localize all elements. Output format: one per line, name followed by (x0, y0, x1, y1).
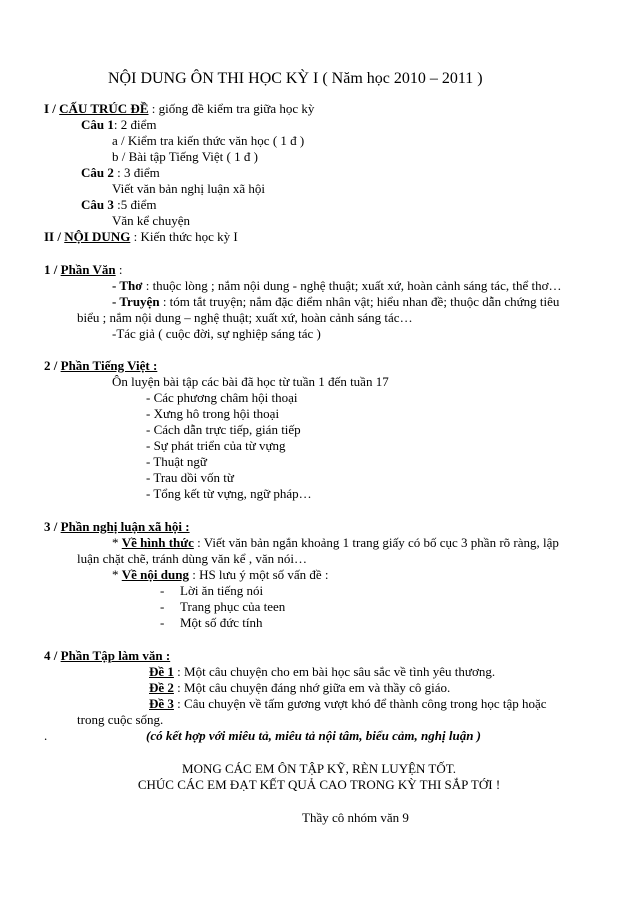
part-3-heading (44, 519, 190, 535)
part-4-topic-3-continued: trong cuộc sống. (77, 712, 164, 727)
section-structure-prefix: I / (44, 101, 56, 116)
part-3-item: - (160, 583, 165, 598)
part-1-poetry-text: : thuộc lòng ; nắm nội dung - nghệ thuật; xuất xứ, hoàn cảnh sáng tác, thể thơ… (142, 278, 562, 293)
part-1-story (112, 294, 559, 310)
question-1-points: : 2 điểm (113, 117, 157, 132)
part-1-story-text: : tóm tắt truyện; nắm đặc điểm nhân vật; hiểu nhan đề; thuộc dẫn chứng tiêu (159, 294, 560, 309)
part-2-intro: Ôn luyện bài tập các bài đã học từ tuần 1 đến tuần 17 (112, 374, 389, 389)
part-1-poetry-label: - Thơ (112, 278, 143, 293)
part-4-topic-2 (149, 680, 450, 696)
part-2-item: - Tổng kết từ vựng, ngữ pháp… (146, 486, 312, 501)
part-4-topic-2-text: : Một câu chuyện đáng nhớ giữa em và thầy cô giáo. (173, 680, 451, 695)
part-3-form-label: Về hình thức (121, 535, 194, 550)
part-1-author: -Tác giả ( cuộc đời, sự nghiệp sáng tác ) (112, 326, 321, 341)
signature: Thầy cô nhóm văn 9 (302, 810, 409, 825)
part-4-dot: . (44, 728, 48, 743)
part-4-topic-2-label: Đề 2 (149, 680, 174, 695)
part-3-content-text: : HS lưu ý một số vấn đề : (188, 567, 329, 582)
part-4-heading (44, 648, 170, 664)
question-3-label: Câu 3 (81, 197, 114, 212)
part-1-heading (44, 262, 123, 278)
section-content-text: : Kiến thức học kỳ I (130, 229, 238, 244)
part-2-heading (44, 358, 157, 374)
question-2 (81, 165, 160, 181)
section-structure-heading (44, 101, 314, 117)
part-3-form-bullet: * (112, 535, 119, 550)
part-3-item-text: Trang phục của teen (180, 599, 286, 614)
part-1-title-suffix: : (115, 262, 123, 277)
part-4-topic-1 (149, 664, 495, 680)
part-4-topic-3-text: : Câu chuyện về tấm gương vượt khó để thành công trong học tập hoặc (173, 696, 547, 711)
part-2-item: - Thuật ngữ (146, 454, 207, 469)
question-1 (81, 117, 156, 133)
part-3-item-text: Một số đức tính (180, 615, 263, 630)
part-3-content-bullet: * (112, 567, 119, 582)
part-3-title: Phần nghị luận xã hội : (60, 519, 190, 534)
part-3-item: - (160, 599, 165, 614)
part-2-item: - Xưng hô trong hội thoại (146, 406, 280, 421)
question-2-points: : 3 điểm (113, 165, 160, 180)
part-1-title: Phần Văn (60, 262, 116, 277)
part-3-item: - (160, 615, 165, 630)
part-4-note: (có kết hợp với miêu tả, miêu tả nội tâm, biểu cảm, nghị luận ) (146, 728, 481, 743)
part-4-number: 4 / (44, 648, 61, 663)
part-1-number: 1 / (44, 262, 61, 277)
page-title: NỘI DUNG ÔN THI HỌC KỲ I ( Năm học 2010 – 2011 ) (108, 70, 483, 87)
section-content-heading (44, 229, 238, 245)
part-2-number: 2 / (44, 358, 61, 373)
question-1-part-a: a / Kiểm tra kiến thức văn học ( 1 đ ) (112, 133, 305, 148)
part-1-story-label: - Truyện (112, 294, 160, 309)
section-structure-text: : giống đề kiểm tra giữa học kỳ (148, 101, 315, 116)
question-3-points: :5 điểm (113, 197, 157, 212)
part-2-item: - Cách dẫn trực tiếp, gián tiếp (146, 422, 301, 437)
closing-line-2: CHÚC CÁC EM ĐẠT KẾT QUẢ CAO TRONG KỲ THI SẮP TỚI ! (137, 777, 501, 792)
section-content-prefix: II / (44, 229, 61, 244)
part-3-content (112, 567, 329, 583)
question-2-description: Viết văn bản nghị luận xã hội (112, 181, 266, 196)
section-structure-label: CẤU TRÚC ĐỀ (59, 101, 149, 116)
part-2-item: - Sự phát triển của từ vựng (146, 438, 286, 453)
closing-line-1: MONG CÁC EM ÔN TẬP KỸ, RÈN LUYỆN TỐT. (182, 761, 456, 776)
part-2-item: - Các phương châm hội thoại (146, 390, 298, 405)
part-1-story-continued: biểu ; nắm nội dung – nghệ thuật; xuất xứ, hoàn cảnh sáng tác… (77, 310, 413, 325)
part-4-topic-1-label: Đề 1 (149, 664, 174, 679)
part-3-form (112, 535, 559, 551)
part-2-title: Phần Tiếng Việt : (60, 358, 158, 373)
section-content-label: NỘI DUNG (64, 229, 131, 244)
question-1-label: Câu 1 (81, 117, 114, 132)
question-3-description: Văn kể chuyện (112, 213, 190, 228)
part-4-topic-3 (149, 696, 547, 712)
part-2-item: - Trau dồi vốn từ (146, 470, 234, 485)
question-3 (81, 197, 156, 213)
part-4-topic-1-text: : Một câu chuyện cho em bài học sâu sắc về tình yêu thương. (173, 664, 496, 679)
part-4-topic-3-label: Đề 3 (149, 696, 174, 711)
part-1-poetry (112, 278, 561, 294)
part-3-content-label: Về nội dung (121, 567, 189, 582)
question-2-label: Câu 2 (81, 165, 114, 180)
part-3-item-text: Lời ăn tiếng nói (180, 583, 264, 598)
part-4-title: Phần Tập làm văn : (60, 648, 171, 663)
part-3-number: 3 / (44, 519, 61, 534)
question-1-part-b: b / Bài tập Tiếng Việt ( 1 đ ) (112, 149, 258, 164)
part-3-form-text: : Viết văn bản ngắn khoảng 1 trang giấy có bố cục 3 phần rõ ràng, lập (193, 535, 559, 550)
part-3-form-continued: luận chặt chẽ, tránh dùng văn kể , văn nói… (77, 551, 307, 566)
